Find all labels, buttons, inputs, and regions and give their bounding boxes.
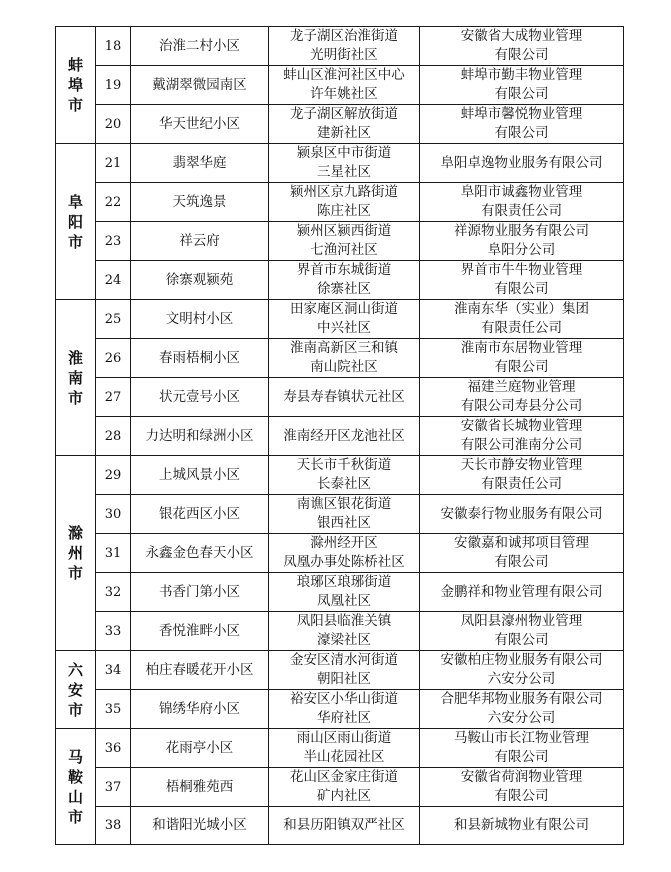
table-row xyxy=(56,261,624,300)
company-line: 有限责任公司 xyxy=(481,320,562,336)
address-cell xyxy=(269,339,420,378)
company-cell xyxy=(420,339,624,378)
address-line: 天长市千秋街道 xyxy=(296,457,392,473)
city-name: 淮南市 xyxy=(67,348,83,407)
address-cell xyxy=(269,807,420,845)
row-number: 29 xyxy=(96,456,131,495)
address-line: 三星社区 xyxy=(317,164,371,180)
company-line: 安徽泰行物业服务有限公司 xyxy=(440,505,603,522)
community-name: 上城风景小区 xyxy=(131,456,269,495)
company-cell xyxy=(420,144,624,183)
community-name: 天筑逸景 xyxy=(131,183,269,222)
address-line: 琅琊区琅琊街道 xyxy=(296,574,392,590)
table-row xyxy=(56,105,624,144)
address-cell xyxy=(269,66,420,105)
address-line: 银西社区 xyxy=(317,515,371,531)
address-line: 凤凰办事处陈桥社区 xyxy=(283,554,405,570)
table-row xyxy=(56,729,624,768)
community-name: 状元壹号小区 xyxy=(131,378,269,417)
community-name: 花雨亭小区 xyxy=(131,729,269,768)
address-line: 华府社区 xyxy=(317,710,371,726)
address-cell xyxy=(269,651,420,690)
company-line: 安徽嘉和诚邦项目管理 xyxy=(454,535,589,551)
company-cell xyxy=(420,417,624,456)
company-line: 有限公司 xyxy=(494,788,549,804)
community-name: 永鑫金色春天小区 xyxy=(131,534,269,573)
city-name: 蚌埠市 xyxy=(67,56,83,114)
table-row xyxy=(56,66,624,105)
row-number: 27 xyxy=(96,378,131,417)
address-cell xyxy=(269,768,420,807)
address-line: 矿内社区 xyxy=(317,788,371,804)
city-cell xyxy=(56,456,96,651)
address-line: 裕安区小华山街道 xyxy=(290,691,398,707)
company-line: 有限公司 xyxy=(494,749,549,765)
company-line: 安徽省长城物业管理 xyxy=(460,418,583,434)
company-cell xyxy=(420,768,624,807)
table-row xyxy=(56,456,624,495)
company-line: 有限公司 xyxy=(494,359,549,375)
table-row xyxy=(56,378,624,417)
row-number: 22 xyxy=(96,183,131,222)
address-line: 许年姚社区 xyxy=(310,86,378,102)
address-line: 雨山区雨山街道 xyxy=(296,730,392,746)
table-row xyxy=(56,27,624,66)
company-line: 合肥华邦物业服务有限公司 xyxy=(440,691,603,707)
row-number: 34 xyxy=(96,651,131,690)
address-line: 半山花园社区 xyxy=(303,749,385,765)
company-line: 六安分公司 xyxy=(487,710,556,726)
table-row xyxy=(56,183,624,222)
company-line: 祥源物业服务有限公司 xyxy=(454,223,589,239)
company-cell xyxy=(420,651,624,690)
address-line: 濠梁社区 xyxy=(317,632,371,648)
address-line: 陈庄社区 xyxy=(317,203,371,219)
row-number: 31 xyxy=(96,534,131,573)
row-number: 36 xyxy=(96,729,131,768)
city-cell xyxy=(56,651,96,729)
company-cell xyxy=(420,612,624,651)
company-line: 有限公司淮南分公司 xyxy=(460,437,583,453)
address-cell xyxy=(269,573,420,612)
company-cell xyxy=(420,729,624,768)
address-line: 颍泉区中市街道 xyxy=(296,145,392,161)
city-name: 马鞍山市 xyxy=(67,747,83,826)
row-number: 18 xyxy=(96,27,131,66)
address-line: 和县历阳镇双严社区 xyxy=(283,817,405,834)
address-line: 龙子湖区解放街道 xyxy=(290,106,398,122)
address-line: 七渔河社区 xyxy=(310,242,378,258)
company-line: 六安分公司 xyxy=(487,671,556,687)
company-cell xyxy=(420,690,624,729)
city-cell xyxy=(56,300,96,456)
row-number: 26 xyxy=(96,339,131,378)
table-row xyxy=(56,768,624,807)
community-name: 春雨梧桐小区 xyxy=(131,339,269,378)
table-row xyxy=(56,573,624,612)
address-line: 界首市东城街道 xyxy=(296,262,392,278)
company-line: 淮南市东居物业管理 xyxy=(460,340,583,356)
address-cell xyxy=(269,417,420,456)
company-line: 安徽省荷润物业管理 xyxy=(460,769,583,785)
community-name: 文明村小区 xyxy=(131,300,269,339)
table-row xyxy=(56,417,624,456)
row-number: 35 xyxy=(96,690,131,729)
company-cell xyxy=(420,534,624,573)
company-cell xyxy=(420,456,624,495)
row-number: 38 xyxy=(96,807,131,845)
company-line: 安徽柏庄物业服务有限公司 xyxy=(440,652,603,668)
community-name: 力达明和绿洲小区 xyxy=(131,417,269,456)
city-cell xyxy=(56,144,96,300)
address-line: 朝阳社区 xyxy=(317,671,371,687)
community-name: 锦绣华府小区 xyxy=(131,690,269,729)
address-line: 龙子湖区治淮街道 xyxy=(290,28,398,44)
row-number: 37 xyxy=(96,768,131,807)
company-line: 有限公司寿县分公司 xyxy=(460,398,583,414)
row-number: 23 xyxy=(96,222,131,261)
row-number: 24 xyxy=(96,261,131,300)
community-name: 梧桐雅苑西 xyxy=(131,768,269,807)
address-line: 中兴社区 xyxy=(317,320,371,336)
address-line: 凤凰社区 xyxy=(317,593,371,609)
company-line: 有限公司 xyxy=(494,125,549,141)
address-cell xyxy=(269,612,420,651)
company-line: 有限公司 xyxy=(494,554,549,570)
company-cell xyxy=(420,66,624,105)
table-row xyxy=(56,144,624,183)
company-line: 有限责任公司 xyxy=(481,203,562,219)
company-line: 福建兰庭物业管理 xyxy=(467,379,576,395)
community-name: 徐寨观颍苑 xyxy=(131,261,269,300)
company-line: 蚌埠市馨悦物业管理 xyxy=(460,106,583,122)
address-cell xyxy=(269,144,420,183)
company-line: 马鞍山市长江物业管理 xyxy=(454,730,589,746)
address-cell xyxy=(269,690,420,729)
address-cell xyxy=(269,456,420,495)
address-cell xyxy=(269,378,420,417)
community-name: 祥云府 xyxy=(131,222,269,261)
address-cell xyxy=(269,495,420,534)
address-cell xyxy=(269,222,420,261)
community-name: 华天世纪小区 xyxy=(131,105,269,144)
company-line: 淮南东华（实业）集团 xyxy=(454,301,589,317)
community-table xyxy=(55,26,624,845)
row-number: 32 xyxy=(96,573,131,612)
address-cell xyxy=(269,105,420,144)
community-name: 柏庄春暖花开小区 xyxy=(131,651,269,690)
company-cell xyxy=(420,105,624,144)
address-line: 蚌山区淮河社区中心 xyxy=(283,67,405,83)
address-line: 金安区清水河街道 xyxy=(290,652,398,668)
city-cell xyxy=(56,729,96,845)
company-line: 阜阳市诚鑫物业管理 xyxy=(460,184,583,200)
address-line: 颍州区京九路街道 xyxy=(290,184,398,200)
company-line: 有限公司 xyxy=(494,632,549,648)
table-row xyxy=(56,300,624,339)
company-cell xyxy=(420,300,624,339)
row-number: 33 xyxy=(96,612,131,651)
table-row xyxy=(56,222,624,261)
address-cell xyxy=(269,300,420,339)
table-row xyxy=(56,534,624,573)
community-name: 翡翠华庭 xyxy=(131,144,269,183)
city-cell xyxy=(56,27,96,144)
company-line: 和县新城物业有限公司 xyxy=(454,817,589,834)
company-line: 有限公司 xyxy=(494,86,549,102)
company-cell xyxy=(420,495,624,534)
table-row xyxy=(56,807,624,845)
address-cell xyxy=(269,729,420,768)
address-line: 花山区金家庄街道 xyxy=(290,769,398,785)
city-name: 六安市 xyxy=(67,660,83,719)
table-row xyxy=(56,495,624,534)
address-cell xyxy=(269,534,420,573)
company-line: 有限公司 xyxy=(494,281,549,297)
row-number: 30 xyxy=(96,495,131,534)
company-cell xyxy=(420,378,624,417)
address-line: 建新社区 xyxy=(317,125,371,141)
community-name: 香悦淮畔小区 xyxy=(131,612,269,651)
table-row xyxy=(56,339,624,378)
company-line: 有限公司 xyxy=(494,47,549,63)
address-line: 南谯区银花街道 xyxy=(296,496,392,512)
community-name: 和谐阳光城小区 xyxy=(131,807,269,845)
row-number: 20 xyxy=(96,105,131,144)
address-line: 凤阳县临淮关镇 xyxy=(296,613,392,629)
company-line: 阜阳分公司 xyxy=(487,242,556,258)
address-line: 田家庵区洞山街道 xyxy=(290,301,398,317)
company-line: 安徽省大成物业管理 xyxy=(460,28,583,44)
company-cell xyxy=(420,183,624,222)
community-name: 戴湖翠微园南区 xyxy=(131,66,269,105)
company-line: 界首市牛牛物业管理 xyxy=(460,262,583,278)
community-name: 银花西区小区 xyxy=(131,495,269,534)
address-line: 淮南高新区三和镇 xyxy=(290,340,398,356)
community-name: 书香门第小区 xyxy=(131,573,269,612)
address-line: 滁州经开区 xyxy=(310,535,378,551)
company-line: 凤阳县濠州物业管理 xyxy=(460,613,583,629)
address-line: 南山院社区 xyxy=(310,359,378,375)
address-line: 寿县寿春镇状元社区 xyxy=(283,388,405,405)
address-line: 长泰社区 xyxy=(317,476,371,492)
row-number: 19 xyxy=(96,66,131,105)
table-row xyxy=(56,612,624,651)
address-cell xyxy=(269,27,420,66)
table-row xyxy=(56,690,624,729)
table-row xyxy=(56,651,624,690)
company-line: 蚌埠市勤丰物业管理 xyxy=(460,67,583,83)
community-name: 治淮二村小区 xyxy=(131,27,269,66)
company-line: 阜阳卓逸物业服务有限公司 xyxy=(440,154,603,171)
company-cell xyxy=(420,222,624,261)
company-line: 天长市静安物业管理 xyxy=(460,457,583,473)
company-cell xyxy=(420,261,624,300)
company-cell xyxy=(420,573,624,612)
row-number: 21 xyxy=(96,144,131,183)
company-line: 金鹏祥和物业管理有限公司 xyxy=(440,583,603,600)
row-number: 25 xyxy=(96,300,131,339)
address-line: 淮南经开区龙池社区 xyxy=(283,427,405,444)
company-cell xyxy=(420,807,624,845)
city-name: 阜阳市 xyxy=(67,192,83,251)
table-body xyxy=(56,27,624,845)
company-line: 有限责任公司 xyxy=(481,476,562,492)
row-number: 28 xyxy=(96,417,131,456)
address-line: 光明街社区 xyxy=(310,47,378,63)
address-cell xyxy=(269,183,420,222)
address-line: 徐寨社区 xyxy=(317,281,371,297)
company-cell xyxy=(420,27,624,66)
address-line: 颍州区颍西街道 xyxy=(296,223,392,239)
address-cell xyxy=(269,261,420,300)
city-name: 滁州市 xyxy=(67,524,83,582)
